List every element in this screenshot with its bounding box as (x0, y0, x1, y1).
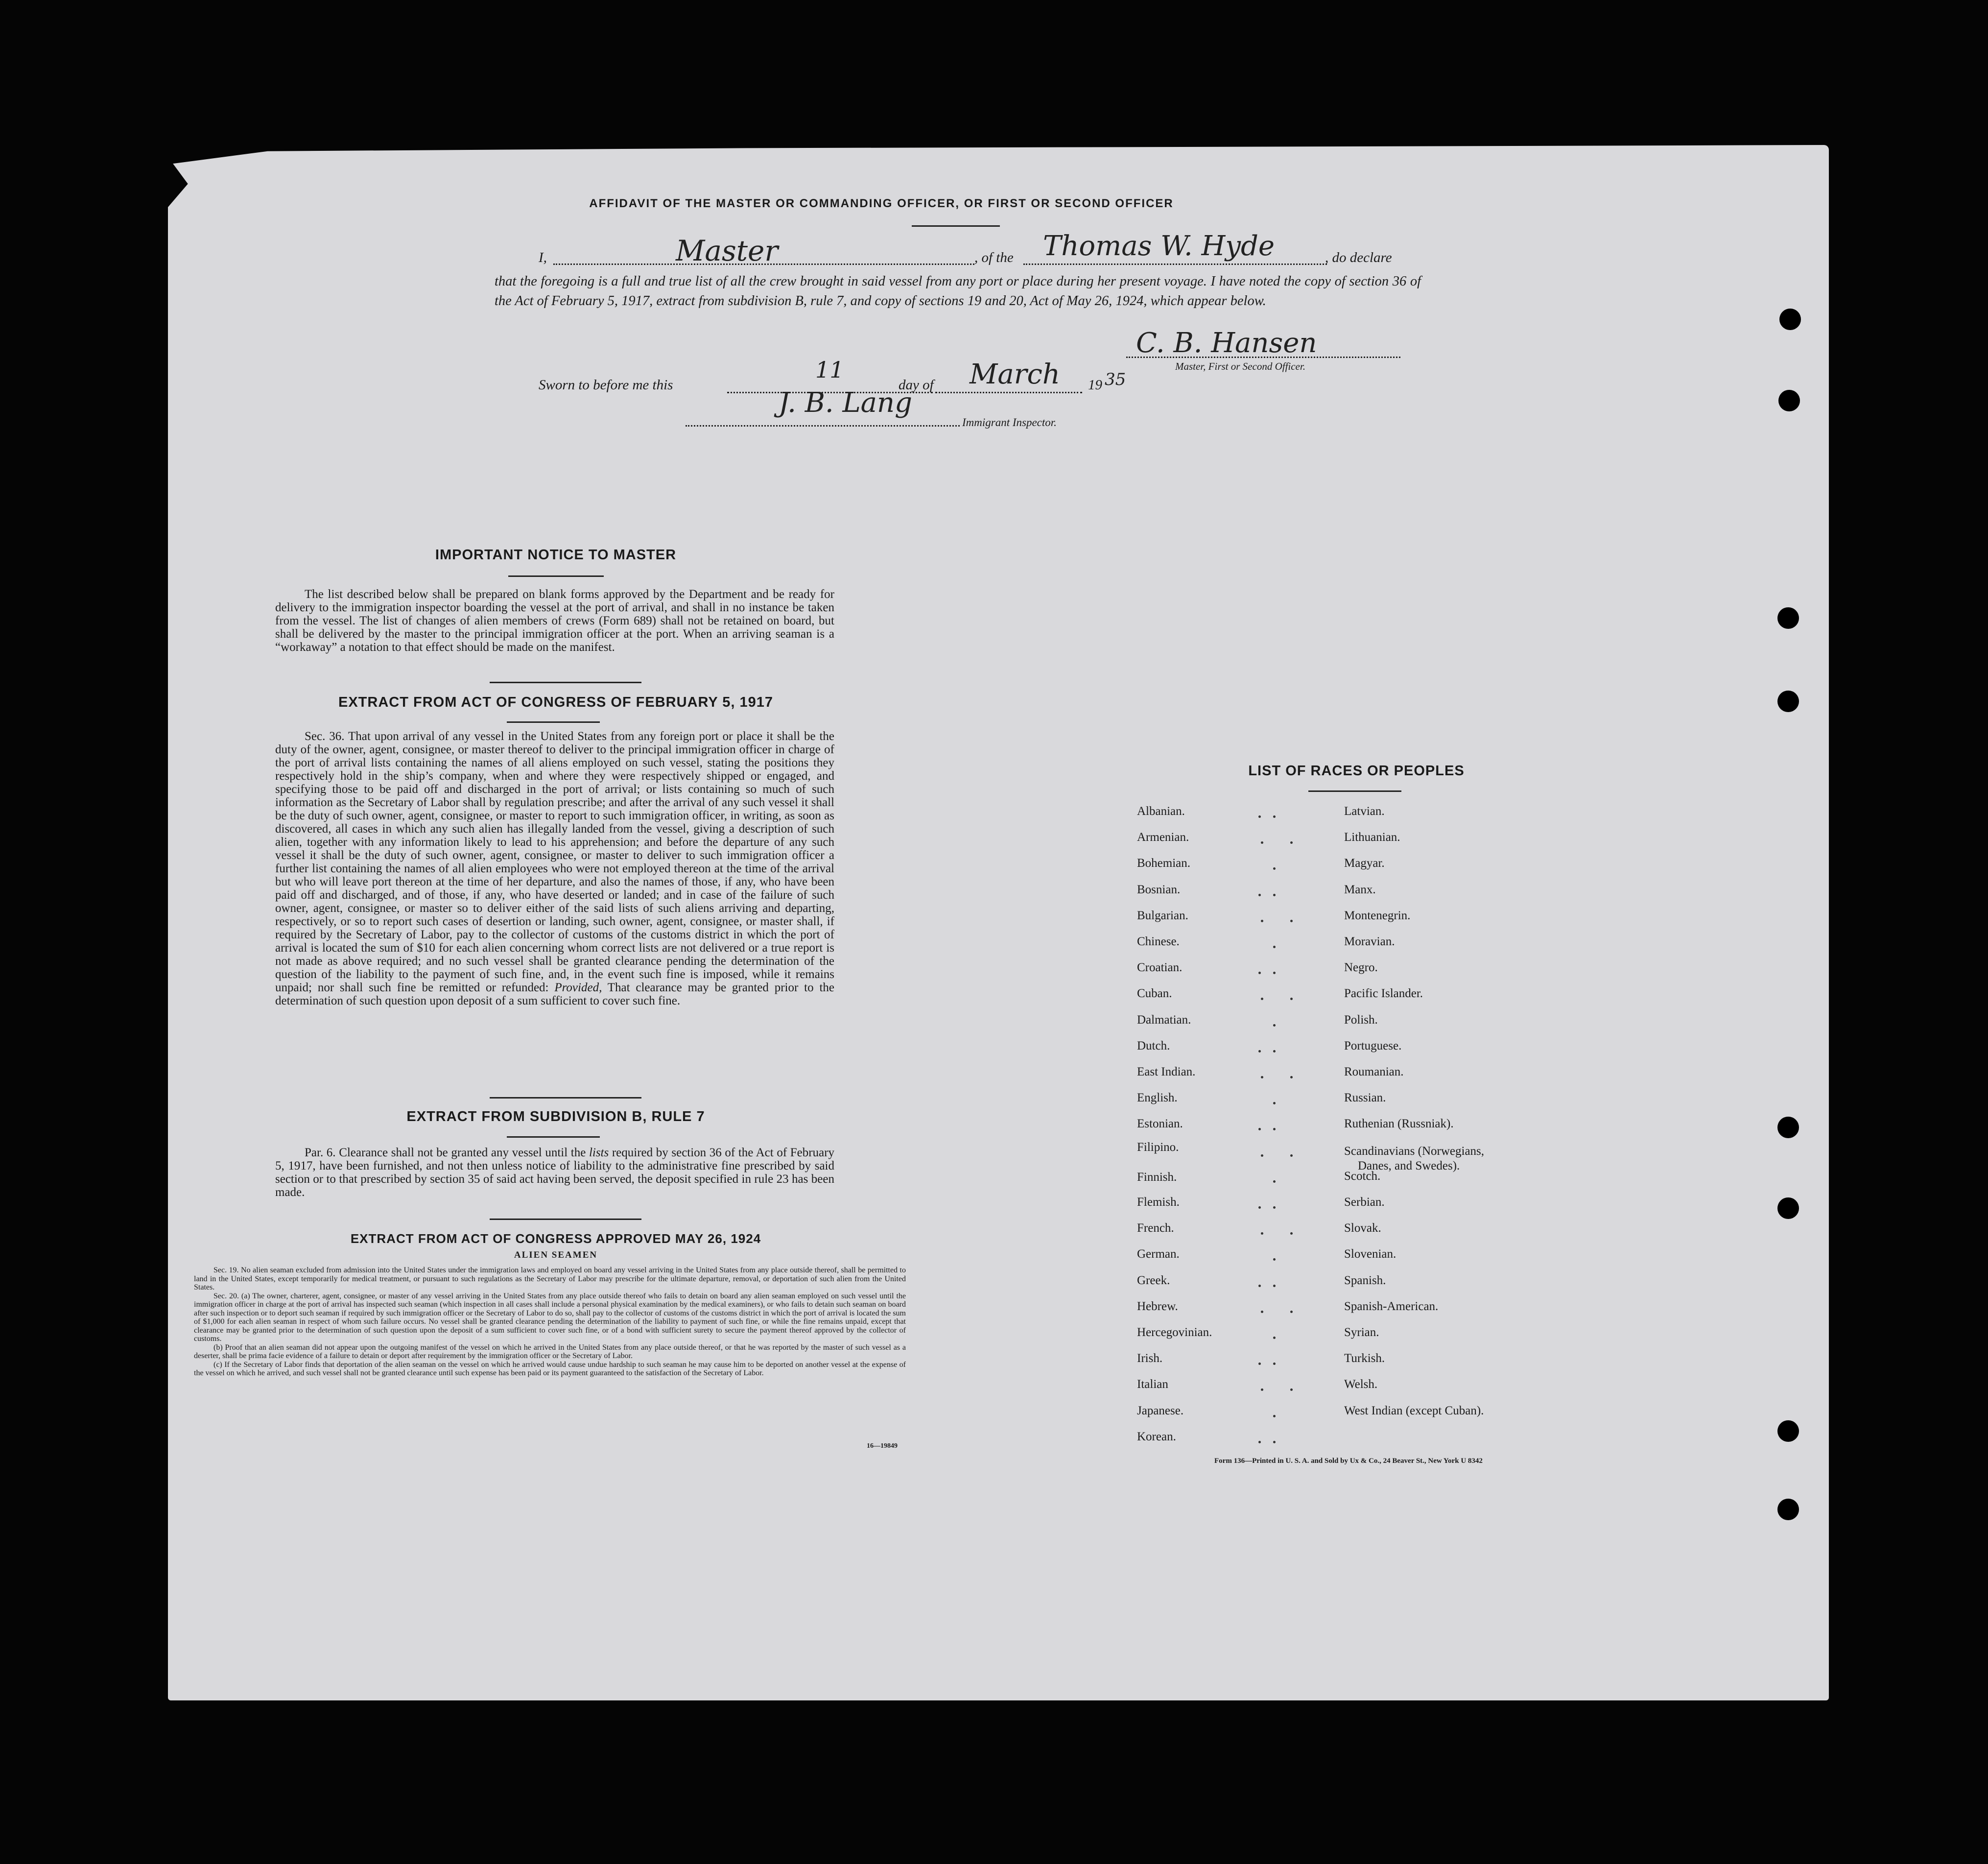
month-line (935, 392, 1082, 393)
leader-dot (1273, 815, 1276, 818)
race-item: Moravian. (1344, 935, 1395, 948)
divider (490, 1097, 641, 1099)
punch-hole (1778, 390, 1800, 411)
race-item: Russian. (1344, 1091, 1386, 1105)
race-item: Manx. (1344, 883, 1376, 896)
divider (912, 225, 1000, 227)
race-item: Estonian. (1137, 1117, 1183, 1131)
leader-dot (1273, 946, 1276, 948)
race-item: Serbian. (1344, 1195, 1385, 1209)
leader-dot (1273, 1024, 1276, 1027)
punch-hole (1777, 1117, 1799, 1138)
notice-body: The list described below shall be prepared on blank forms approved by the Department and be ready for delivery to the immigration inspector boarding the vessel at the port of arrival, and shall in no instance be taken from the vessel. The list of changes of alien members of crews (Form 689) shall not be retained on board, but shall be delivered by the master to the principal immigration officer at the port. When an arriving seaman is a “workaway” a notation to that effect should be made on the manifest. (275, 588, 834, 654)
handwritten-vessel: Thomas W. Hyde (1043, 230, 1275, 262)
leader-dot (1273, 1180, 1276, 1183)
race-item: Armenian. (1137, 831, 1189, 844)
race-item: Finnish. (1137, 1170, 1177, 1184)
sec-36-label: Sec. 36. (305, 730, 345, 743)
provided-word: Provided, (554, 981, 602, 994)
inspector-line (686, 425, 960, 427)
handwritten-day: 11 (815, 357, 844, 383)
leader-dot (1290, 1154, 1293, 1157)
race-item: Syrian. (1344, 1326, 1379, 1339)
race-item: Hebrew. (1137, 1299, 1178, 1313)
leader-dot (1261, 1311, 1263, 1313)
race-item: Danes, and Swedes). (1358, 1159, 1460, 1172)
sworn-text: Sworn to before me this (539, 377, 673, 393)
divider (507, 1136, 600, 1138)
inspector-caption: Immigrant Inspector. (962, 416, 1057, 429)
race-item: Slovak. (1344, 1221, 1381, 1235)
punch-hole (1777, 1499, 1799, 1520)
divider (490, 682, 641, 683)
leader-dot (1258, 1050, 1261, 1052)
sec-20c-text: (c) If the Secretary of Labor finds that deportation of the alien seaman on the vessel on which he arrived would cause undue hardship to such seaman he may cause him to be deported on another vessel at the expense of the vessel on which he arrived, and such vessel shall not be granted clearance until such expense has been paid or its payment guaranteed to the satisfaction of the Secretary of Labor. (194, 1360, 906, 1377)
year-prefix: 19 (1088, 377, 1102, 393)
race-item: Korean. (1137, 1430, 1176, 1443)
affidavit-body: that the foregoing is a full and true list of all the crew brought in said vessel from any port or place during her present voyage. I have noted the copy of section 36 of the Act of February 5, 1917, extract from subdivision B, rule 7, and copy of sections 19 and 20, Act of May 26, 1924, which appear below. (495, 274, 1421, 309)
signature-line (1126, 357, 1400, 358)
race-item: English. (1137, 1091, 1178, 1105)
divider (507, 721, 600, 723)
race-item: German. (1137, 1247, 1180, 1261)
leader-dot (1273, 1415, 1276, 1417)
sec-19-text: Sec. 19. No alien seaman excluded from admission into the United States under the immigration laws and employed on board any vessel arriving in the United States from any place outside thereof, shall be permitted to land in the United States, except temporarily for medical treatment, or pursuant to such regulations as the Secretary of Labor may prescribe for the ultimate departure, removal, or deportation of such alien from the United States. (194, 1266, 906, 1291)
race-item: French. (1137, 1221, 1174, 1235)
race-item: Negro. (1344, 961, 1378, 975)
extract-1917-title: EXTRACT FROM ACT OF CONGRESS OF FEBRUARY 5, 1917 (338, 694, 774, 710)
sec-36-text: That upon arrival of any vessel in the United States from any foreign port or place it shall be the duty of the owner, agent, consignee, or master thereof to deliver to the principal immigration officer in charge of the port of arrival lists containing the names of all aliens employed on such vessel, stating the positions they respectively hold in the ship’s company, when and where they were respectively shipped or engaged, and specifying those to be paid off and discharged in the port of arrival; or lists containing so much of such information as the Secretary of Labor shall by regulation prescribe; and after the arrival of any such vessel it shall be the duty of such owner, agent, consignee, or master to report to such immigration officer, in writing, as soon as discovered, all cases in which any such alien has illegally landed from the vessel, giving a description of such alien, together with any information likely to lead to his apprehension; and before the departure of any such vessel it shall be the duty of such owner, agent, consignee, or master to deliver to such immigration officer a further list containing the names of all alien employees who were not employed thereon at the time of the arrival but who will leave port thereon at the time of her departure, and also the names of those, if any, who have been paid off and discharged, and of those, if any, who have deserted or landed; and in case of the failure of such owner, agent, consignee, or master so to deliver either of the said lists of such aliens arriving and departing, respectively, or so to report such cases of desertion or landing, such owner, agent, consignee, or master shall, if required by the Secretary of Labor, pay to the collector of customs of the customs district in which the port of arrival is located the sum of $10 for each alien concerning whom correct lists are not delivered or a true report is not made as above required; and no such vessel shall be granted clearance pending the determination of the question of the liability to the payment of such fine, and, in the event such fine is imposed, while it remains unpaid; nor shall such fine be remitted or refunded: (275, 730, 834, 994)
act-1924-sections (194, 1266, 906, 1378)
race-item: West Indian (except Cuban). (1344, 1404, 1484, 1417)
race-item: Scandinavians (Norwegians, (1344, 1144, 1485, 1158)
form-code: 16—19849 (867, 1442, 898, 1450)
race-item: Ruthenian (Russniak). (1344, 1117, 1454, 1131)
punch-hole (1777, 607, 1799, 629)
day-of-text: day of (899, 377, 934, 393)
race-item: Portuguese. (1344, 1039, 1402, 1052)
divider (490, 1219, 641, 1220)
race-item: Latvian. (1344, 805, 1385, 818)
handwritten-signature: C. B. Hansen (1136, 327, 1317, 359)
extract-1917-body (275, 730, 834, 1007)
sec-20a-text: Sec. 20. (a) The owner, charterer, agent, consignee, or master of any vessel arriving in the United States from any place outside thereof who fails to detain on board any alien seaman employed on such vessel until the immigration officer in charge at the port of arrival has inspected such seaman (which inspection in all cases shall include a personal physical examination by the medical examiners), or who fails to detain such seaman on board after such inspection or to deport such seaman if required by such immigration officer or the Secretary of Labor to do so, shall pay to the collector of customs of the customs district in which the port of arrival is located the sum of $1,000 for each alien seaman in respect of whom such failure occurs. No vessel shall be granted clearance pending the determination of the liability to payment of such fine, or while the fine remains unpaid, except that clearance may be granted prior to the determination of such question upon the deposit of a sum sufficient to cover such fine, or of a bond with sufficient surety to secure the payment thereof approved by the collector of customs. (194, 1291, 906, 1343)
leader-dot (1290, 1311, 1293, 1313)
race-item: Cuban. (1137, 987, 1172, 1001)
race-item: Turkish. (1344, 1352, 1385, 1365)
affidavit-do-declare: , do declare (1325, 250, 1392, 265)
race-item: Magyar. (1344, 857, 1385, 870)
form-footer: Form 136—Printed in U. S. A. and Sold by Ux & Co., 24 Beaver St., New York U 8342 (1214, 1457, 1483, 1465)
punch-hole (1777, 1420, 1799, 1442)
race-item: Polish. (1344, 1013, 1378, 1027)
par-6-text-a: Clearance shall not be granted any vessel until the (339, 1146, 586, 1159)
master-caption: Master, First or Second Officer. (1175, 360, 1305, 372)
race-item: Roumanian. (1344, 1065, 1404, 1078)
par-6-text-b: required by section 36 of the Act of February 5, 1917, have been furnished, and not then unless notice of liability to the administrative fine prescribed by said section or to that prescribed by section 35 of said act having been served, the deposit specified in rule 23 has been made. (275, 1146, 835, 1199)
handwritten-month: March (970, 358, 1060, 390)
rule7-title: EXTRACT FROM SUBDIVISION B, RULE 7 (406, 1109, 705, 1124)
race-item: Greek. (1137, 1273, 1170, 1287)
race-item: Dutch. (1137, 1039, 1170, 1052)
handwritten-year: 35 (1105, 370, 1126, 389)
handwritten-inspector: J. B. Lang (779, 387, 912, 419)
race-item: Pacific Islander. (1344, 987, 1423, 1001)
leader-dot (1258, 1285, 1261, 1287)
race-item: Spanish-American. (1344, 1299, 1439, 1313)
race-item: Italian (1137, 1378, 1168, 1391)
race-item: Scotch. (1344, 1169, 1381, 1183)
race-item: East Indian. (1137, 1065, 1196, 1078)
race-item: Croatian. (1137, 961, 1183, 975)
leader-dot (1258, 815, 1261, 818)
race-item: Japanese. (1137, 1404, 1184, 1417)
leader-dot (1258, 1206, 1261, 1209)
leader-dot (1261, 1076, 1263, 1078)
race-item: Filipino. (1137, 1140, 1179, 1154)
race-item: Slovenian. (1344, 1247, 1396, 1261)
race-item: Bohemian. (1137, 857, 1191, 870)
race-item: Flemish. (1137, 1195, 1180, 1209)
par-6-label: Par. 6. (305, 1146, 336, 1159)
punch-hole (1777, 1197, 1799, 1219)
punch-hole (1777, 691, 1799, 712)
race-item: Lithuanian. (1344, 831, 1400, 844)
affidavit-of-the: , of the (974, 250, 1014, 265)
divider (1308, 790, 1401, 792)
notice-title: IMPORTANT NOTICE TO MASTER (435, 547, 677, 563)
affidavit-title: AFFIDAVIT OF THE MASTER OR COMMANDING OFFICER, OR FIRST OR SECOND OFFICER (589, 197, 1174, 210)
leader-dot (1273, 1337, 1276, 1339)
divider (508, 575, 604, 577)
leader-dot (1258, 1441, 1261, 1443)
race-item: Bulgarian. (1137, 908, 1188, 922)
leader-dot (1273, 894, 1276, 896)
leader-dot (1290, 1076, 1293, 1078)
race-item: Montenegrin. (1344, 908, 1411, 922)
rule7-body (275, 1146, 834, 1199)
leader-dot (1290, 920, 1293, 922)
lists-word: lists (589, 1146, 609, 1159)
leader-dot (1273, 1441, 1276, 1443)
races-title: LIST OF RACES OR PEOPLES (1248, 763, 1465, 779)
affidavit-i: I, (539, 250, 547, 265)
sec-20b-text: (b) Proof that an alien seaman did not appear upon the outgoing manifest of the vessel on which he arrived in the United States from any place outside thereof, or that he was reported by the master of such vessel as a deserter, shall be prima facie evidence of a failure to detain or deport after requirement by the immigration officer or the Secretary of Labor. (194, 1343, 906, 1360)
punch-hole (1779, 309, 1801, 330)
race-item: Dalmatian. (1137, 1013, 1191, 1027)
race-item: Bosnian. (1137, 883, 1181, 896)
race-item: Hercegovinian. (1137, 1326, 1212, 1339)
race-item: Chinese. (1137, 935, 1180, 948)
leader-dot (1258, 894, 1261, 896)
alien-seamen-subtitle: ALIEN SEAMEN (514, 1250, 598, 1260)
leader-dot (1261, 1154, 1263, 1157)
leader-dot (1273, 1206, 1276, 1209)
handwritten-master: Master (676, 234, 779, 267)
vessel-line (1023, 263, 1327, 265)
leader-dot (1261, 920, 1263, 922)
race-item: Irish. (1137, 1352, 1163, 1365)
race-item: Welsh. (1344, 1378, 1378, 1391)
leader-dot (1273, 1285, 1276, 1287)
act-1924-title: EXTRACT FROM ACT OF CONGRESS APPROVED MAY 26, 1924 (350, 1231, 761, 1246)
race-item: Spanish. (1344, 1273, 1386, 1287)
leader-dot (1273, 1050, 1276, 1052)
race-item: Albanian. (1137, 805, 1185, 818)
sec-36-end: That clearance may be granted prior to the determination of such question upon deposit of a sum sufficient to cover such fine. (275, 981, 835, 1007)
